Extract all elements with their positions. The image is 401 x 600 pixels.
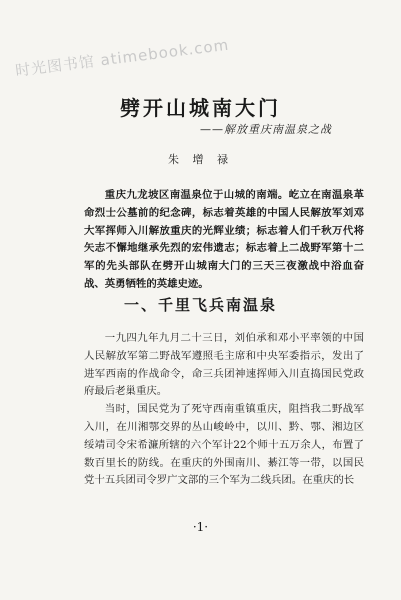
article-title: 劈开山城南大门 — [120, 96, 281, 120]
body-text — [84, 330, 364, 490]
watermark: 时光图书馆 atimebook.com — [14, 35, 231, 80]
author-name: 朱 增 禄 — [168, 153, 233, 166]
page-number: ·1· — [192, 520, 209, 534]
body-paragraph-2: 当时，国民党为了死守西南重镇重庆，阻挡我二野战军入川，在川湘鄂交界的丛山峻岭中，以川、黔、鄂、湘边区绥靖司令宋希濂所辖的六个军计22个师十五万余人，布置了数百里长的防线。在重庆的外围南川、綦江等一带，以国民党十五兵团司令罗广文部的三个军为二线兵团。在重庆的长 — [84, 403, 364, 487]
intro-paragraph — [84, 187, 364, 294]
body-paragraph-1: 一九四九年九月二十三日，刘伯承和邓小平率领的中国人民解放军第二野战军遵照毛主席和中央军委指示，发出了进军西南的作战命令，命三兵团神速挥师入川直捣国民党政府最后老巢重庆。 — [84, 332, 364, 398]
section-heading: 一、千里飞兵南温泉 — [123, 296, 277, 314]
article-subtitle: ——解放重庆南温泉之战 — [200, 123, 332, 136]
intro-text: 重庆九龙坡区南温泉位于山城的南端。屹立在南温泉革命烈士公墓前的纪念碑，标志着英雄的中国人民解放军刘邓大军挥师入川解放重庆的光辉业绩；标志着人们千秋万代将矢志不懈地继承先烈的宏伟遗志；标志着上二战野军第十二军的先头部队在劈开山城南大门的三天三夜激战中浴血奋战、英勇牺牲的英雄史迹。 — [84, 189, 364, 290]
